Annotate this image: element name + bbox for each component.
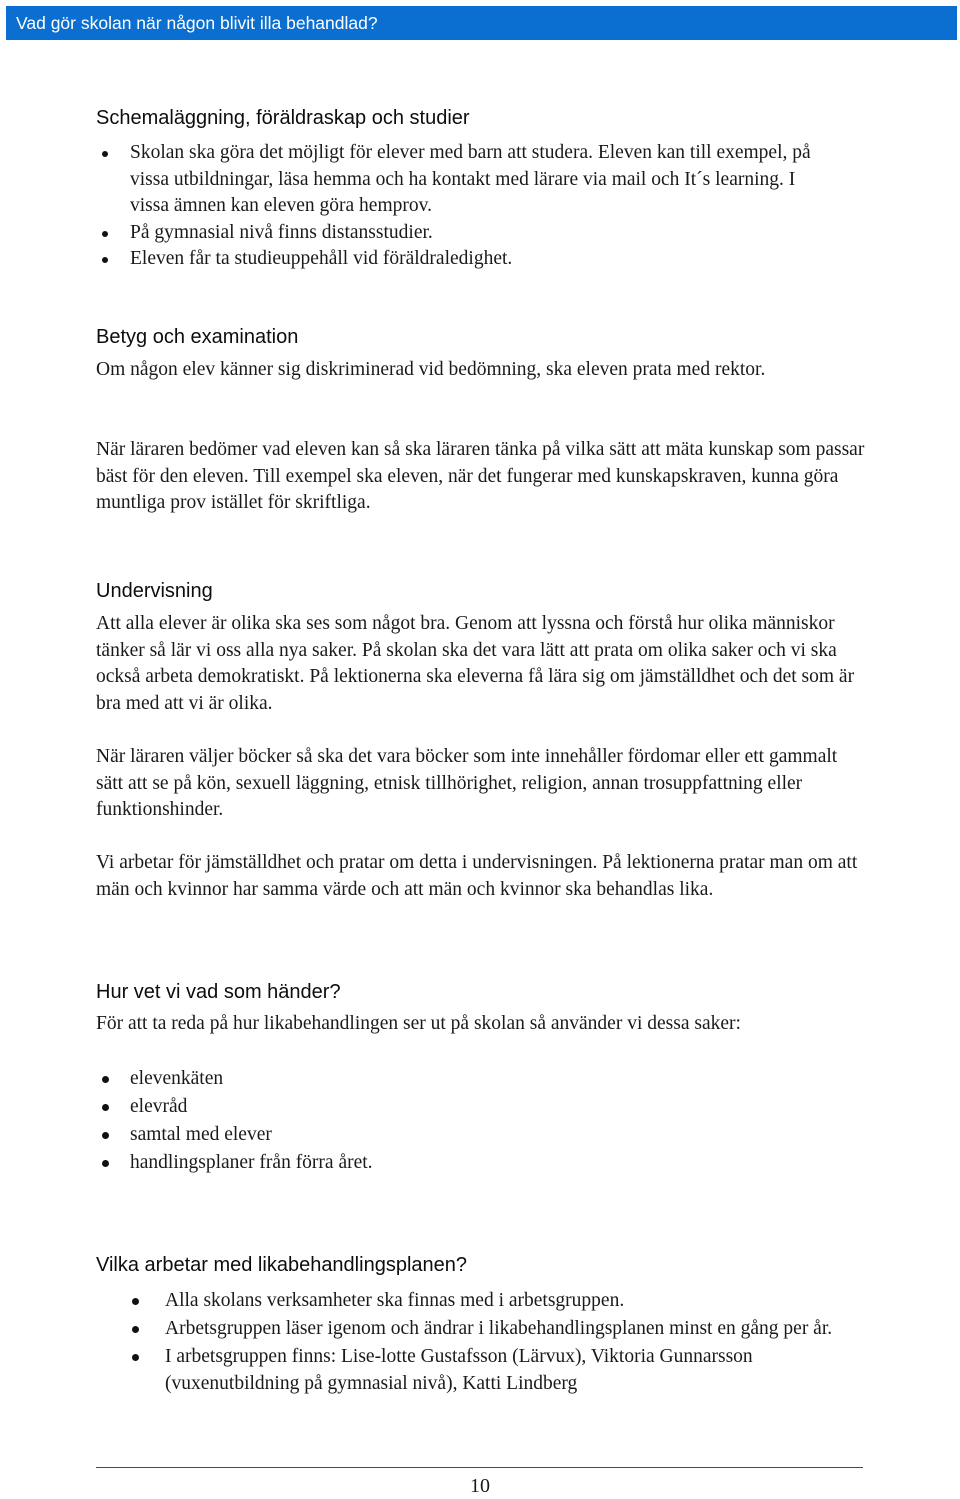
bullet-icon [132, 1354, 139, 1361]
teaching-paragraph-1: Att alla elever är olika ska ses som något bra. Genom att lyssna och förstå hur olika människor tänker så lär vi oss alla nya saker. På skolan ska det vara lätt att prata om olika saker och vi ska också arbeta demokratiskt. På lektionerna ska eleverna få lära sig om jämställdhet och det som är bra med att vi är olika. [96, 613, 855, 714]
list-item: elevråd [96, 1093, 796, 1121]
grades-paragraph-1: Om någon elev känner sig diskriminerad vid bedömning, ska eleven prata med rektor. [96, 359, 766, 380]
section-heading-monitoring: Hur vet vi vad som händer? [96, 981, 341, 1003]
teaching-paragraph-3: Vi arbetar för jämställdhet och pratar om detta i undervisningen. På lektionerna pratar man om att män och kvinnor har samma värde och att män och kvinnor ska behandlas lika. [96, 852, 858, 900]
list-item: handlingsplaner från förra året. [96, 1149, 796, 1177]
teaching-paragraph-2: När läraren väljer böcker så ska det vara böcker som inte innehåller fördomar eller ett gammalt sätt att se på kön, sexuell läggning, etnisk tillhörighet, religion, annan trosuppfattning eller funktionshinder. [96, 746, 838, 820]
bullet-icon [102, 151, 108, 157]
list-item: Alla skolans verksamheter ska finnas med i arbetsgruppen. [96, 1288, 846, 1315]
list-item: På gymnasial nivå finns distansstudier. [96, 220, 831, 247]
header-title: Vad gör skolan när någon blivit illa behandlad? [16, 13, 378, 33]
bullet-icon [132, 1326, 139, 1333]
monitoring-intro: För att ta reda på hur likabehandlingen ser ut på skolan så använder vi dessa saker: [96, 1013, 741, 1034]
section-heading-working-group: Vilka arbetar med likabehandlingsplanen? [96, 1254, 467, 1276]
section-heading-teaching: Undervisning [96, 580, 213, 602]
list-item: Eleven får ta studieuppehåll vid föräldraledighet. [96, 246, 831, 273]
list-item: elevenkäten [96, 1065, 796, 1093]
bullet-icon [102, 1160, 109, 1167]
section-heading-scheduling: Schemaläggning, föräldraskap och studier [96, 107, 470, 129]
bullet-icon [102, 1104, 109, 1111]
bullet-icon [102, 1132, 109, 1139]
working-group-bullet-list [96, 1288, 846, 1399]
grades-paragraph-2: När läraren bedömer vad eleven kan så ska läraren tänka på vilka sätt att mäta kunskap som passar bäst för den eleven. Till exempel ska eleven, när det fungerar med kunskapskraven, kunna göra muntliga prov istället för skriftliga. [96, 439, 865, 513]
bullet-icon [102, 231, 108, 237]
footer-divider [96, 1467, 863, 1468]
bullet-icon [132, 1298, 139, 1305]
list-item: Skolan ska göra det möjligt för elever med barn att studera. Eleven kan till exempel, på vissa utbildningar, läsa hemma och ha kontakt med lärare via mail och It´s learning. I vissa ämnen kan eleven göra hemprov. [96, 140, 831, 220]
bullet-icon [102, 1076, 109, 1083]
monitoring-bullet-list [96, 1065, 796, 1177]
section-heading-grades: Betyg och examination [96, 326, 299, 348]
list-item: Arbetsgruppen läser igenom och ändrar i likabehandlingsplanen minst en gång per år. [96, 1316, 846, 1343]
page-number: 10 [470, 1475, 490, 1497]
list-item: I arbetsgruppen finns: Lise-lotte Gustafsson (Lärvux), Viktoria Gunnarsson (vuxenutbildning på gymnasial nivå), Katti Lindberg [96, 1344, 846, 1397]
scheduling-bullet-list [96, 140, 831, 273]
list-item: samtal med elever [96, 1121, 796, 1149]
bullet-icon [102, 257, 108, 263]
header-bar [6, 6, 957, 40]
